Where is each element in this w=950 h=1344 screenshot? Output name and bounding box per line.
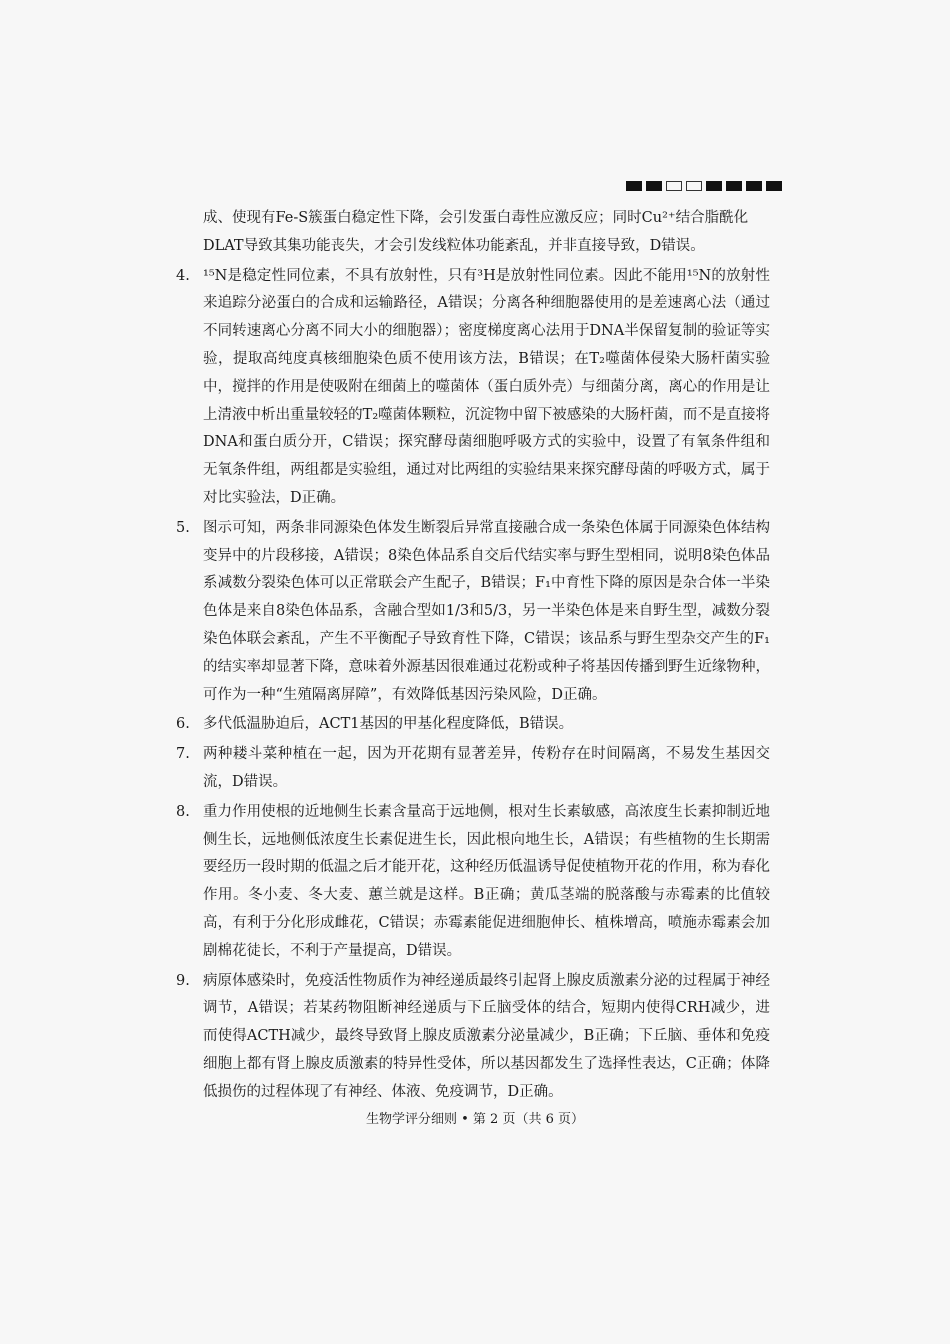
item-number: 7. <box>176 746 190 763</box>
marker-square-filled <box>706 181 722 191</box>
marker-square-filled <box>746 181 762 191</box>
item-text: 多代低温胁迫后，ACT1基因的甲基化程度降低，B错误。 <box>203 716 574 733</box>
item-number: 6. <box>176 716 190 733</box>
answer-item-7 <box>176 741 770 797</box>
answer-item-5 <box>176 515 770 710</box>
item-text: 病原体感染时，免疫活性物质作为神经递质最终引起肾上腺皮质激素分泌的过程属于神经调节，A错误；若某药物阻断神经递质与下丘脑受体的结合，短期内使得CRH减少，进而使得ACTH减少，最终导致肾上腺皮质激素分泌量减少，B正确；下丘脑、垂体和免疫细胞上都有肾上腺皮质激素的特异性受体，所以基因都发生了选择性表达，C正确；体降低损伤的过程体现了有神经、体液、免疫调节，D正确。 <box>203 972 770 1100</box>
marker-square-empty <box>686 181 702 191</box>
answer-item-9 <box>176 968 770 1107</box>
marker-square-filled <box>726 181 742 191</box>
page-marker-strip <box>626 181 782 191</box>
marker-square-filled <box>766 181 782 191</box>
answer-item-4 <box>176 263 770 513</box>
marker-square-empty <box>666 181 682 191</box>
page-footer: 生物学评分细则 • 第 2 页（共 6 页） <box>365 1112 584 1127</box>
item-number: 5. <box>176 519 190 536</box>
item-text: 重力作用使根的近地侧生长素含量高于远地侧，根对生长素敏感，高浓度生长素抑制近地侧生长，远地侧低浓度生长素促进生长，因此根向地生长，A错误；有些植物的生长期需要经历一段时期的低温之后才能开花，这种经历低温诱导促使植物开花的作用，称为春化作用。冬小麦、冬大麦、蕙兰就是这样。B正确；黄瓜茎端的脱落酸与赤霉素的比值较高，有利于分化形成雌花，C错误；赤霉素能促进细胞伸长、植株增高，喷施赤霉素会加剧棉花徒长，不利于产量提高，D错误。 <box>203 803 770 959</box>
marker-square-filled <box>646 181 662 191</box>
continuation-paragraph: 成、使现有Fe-S簇蛋白稳定性下降，会引发蛋白毒性应激反应；同时Cu²⁺结合脂酰化DLAT导致其集功能丧失，才会引发线粒体功能紊乱，并非直接导致，D错误。 <box>203 210 749 254</box>
marker-square-filled <box>626 181 642 191</box>
item-text: ¹⁵N是稳定性同位素，不具有放射性，只有³H是放射性同位素。因此不能用¹⁵N的放射性来追踪分泌蛋白的合成和运输路径，A错误；分离各种细胞器使用的是差速离心法（通过不同转速离心分离不同大小的细胞器）；密度梯度离心法用于DNA半保留复制的验证等实验，提取高纯度真核细胞染色质不使用该方法，B错误；在T₂噬菌体侵染大肠杆菌实验中，搅拌的作用是使吸附在细菌上的噬菌体（蛋白质外壳）与细菌分离，离心的作用是让上清液中析出重量较轻的T₂噬菌体颗粒，沉淀物中留下被感染的大肠杆菌，而不是直接将DNA和蛋白质分开，C错误；探究酵母菌细胞呼吸方式的实验中，设置了有氧条件组和无氧条件组，两组都是实验组，通过对比两组的实验结果来探究酵母菌的呼吸方式，属于对比实验法，D正确。 <box>203 267 770 506</box>
answer-item-6 <box>176 711 770 739</box>
item-number: 4. <box>176 267 190 284</box>
item-number: 8. <box>176 803 190 820</box>
item-number: 9. <box>176 972 190 989</box>
answer-item-8 <box>176 799 770 966</box>
answer-explanations <box>176 205 770 1107</box>
item-text: 图示可知，两条非同源染色体发生断裂后异常直接融合成一条染色体属于同源染色体结构变异中的片段移接，A错误；8染色体品系自交后代结实率与野生型相同，说明8染色体品系减数分裂染色体可以正常联会产生配子，B错误；F₁中育性下降的原因是杂合体一半染色体是来自8染色体品系，含融合型如1/3和5/3，另一半染色体是来自野生型，减数分裂染色体联会紊乱，产生不平衡配子导致育性下降，C错误；该品系与野生型杂交产生的F₁的结实率却显著下降，意味着外源基因很难通过花粉或种子将基因传播到野生近缘物种，可作为一种“生殖隔离屏障”，有效降低基因污染风险，D正确。 <box>203 519 770 703</box>
item-text: 两种耧斗菜种植在一起，因为开花期有显著差异，传粉存在时间隔离，不易发生基因交流，D错误。 <box>203 746 770 790</box>
